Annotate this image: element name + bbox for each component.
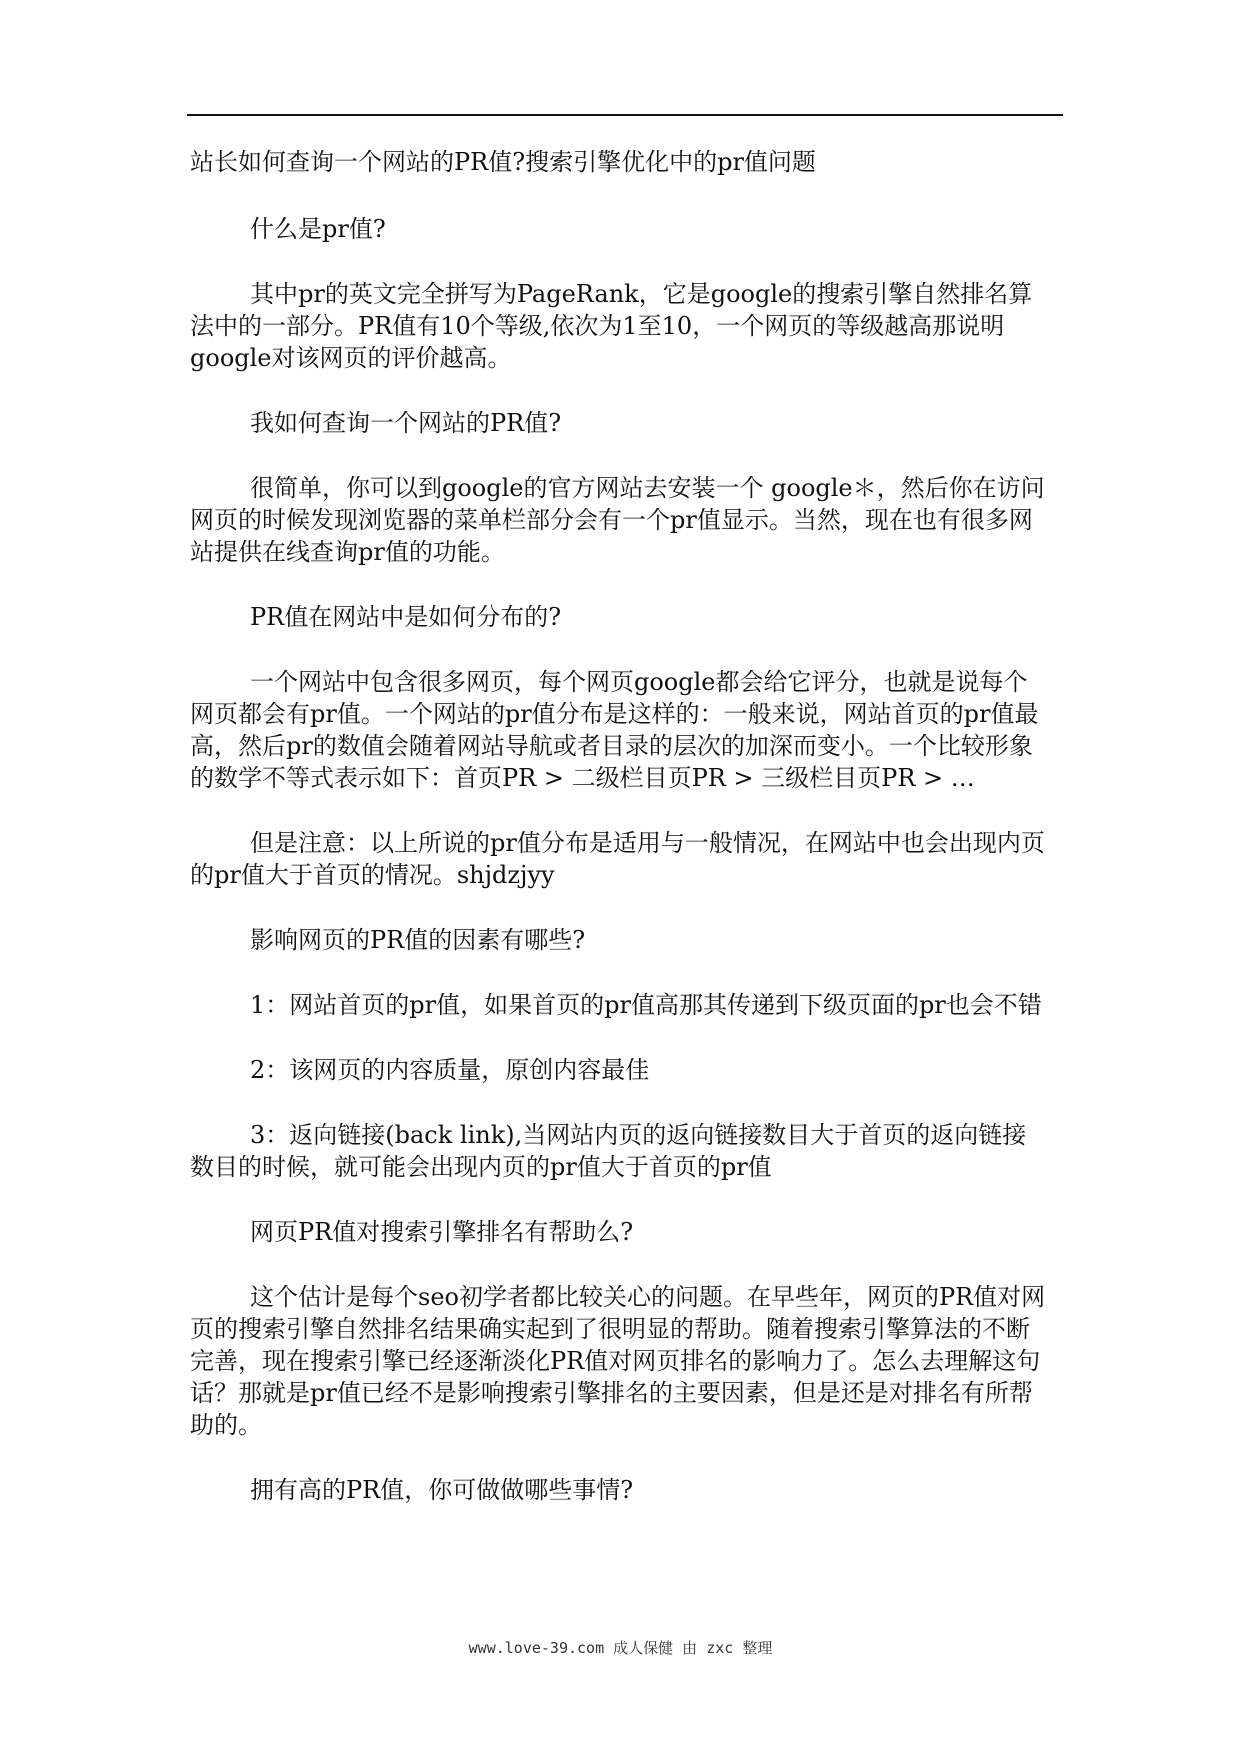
question-pr-ranking-help: 网页PR值对搜索引擎排名有帮助么? [250, 1218, 634, 1246]
page-footer: www.love-39.com 成人保健 由 zxc 整理 [468, 1639, 773, 1657]
document-title: 站长如何查询一个网站的PR值?搜索引擎优化中的pr值问题 [190, 148, 816, 176]
question-pr-distribution: PR值在网站中是如何分布的? [250, 603, 562, 631]
paragraph-pr-ranking-answer: 这个估计是每个seo初学者都比较关心的问题。在早些年，网页的PR值对网页的搜索引擎自然排名结果确实起到了很明显的帮助。随着搜索引擎算法的不断完善，现在搜索引擎已经逐渐淡化PR值对网页排名的影响力了。怎么去理解这句话？那就是pr值已经不是影响搜索引擎排名的主要因素，但是还是对排名有所帮助的。 [190, 1283, 1046, 1439]
paragraph-pr-note: 但是注意：以上所说的pr值分布是适用与一般情况，在网站中也会出现内页的pr值大于首页的情况。shjdzjyy [190, 829, 1045, 889]
question-how-to-check-pr: 我如何查询一个网站的PR值? [250, 409, 562, 437]
document-body [190, 146, 1050, 1539]
paragraph-check-pr-answer: 很简单，你可以到google的官方网站去安装一个 google＊，然后你在访问网页的时候发现浏览器的菜单栏部分会有一个pr值显示。当然，现在也有很多网站提供在线查询pr值的功能。 [190, 474, 1045, 566]
question-high-pr-uses: 拥有高的PR值，你可做做哪些事情? [250, 1476, 634, 1504]
factor-item-3: 3：返向链接(back link),当网站内页的返向链接数目大于首页的返向链接数目的时候，就可能会出现内页的pr值大于首页的pr值 [190, 1121, 1027, 1181]
factor-item-1: 1：网站首页的pr值，如果首页的pr值高那其传递到下级页面的pr也会不错 [250, 991, 1042, 1019]
question-pr-factors: 影响网页的PR值的因素有哪些? [250, 926, 586, 954]
factor-item-2: 2：该网页的内容质量，原创内容最佳 [250, 1056, 650, 1084]
question-what-is-pr: 什么是pr值? [250, 215, 386, 243]
paragraph-pr-distribution: 一个网站中包含很多网页，每个网页google都会给它评分，也就是说每个网页都会有pr值。一个网站的pr值分布是这样的：一般来说，网站首页的pr值最高，然后pr的数值会随着网站导航或者目录的层次的加深而变小。一个比较形象的数学不等式表示如下：首页PR > 二级栏目页PR > 三级栏目页PR > … [190, 668, 1039, 792]
paragraph-pr-definition: 其中pr的英文完全拼写为PageRank，它是google的搜索引擎自然排名算法中的一部分。PR值有10个等级,依次为1至10，一个网页的等级越高那说明google对该网页的评价越高。 [190, 280, 1033, 372]
header-rule [187, 114, 1063, 116]
